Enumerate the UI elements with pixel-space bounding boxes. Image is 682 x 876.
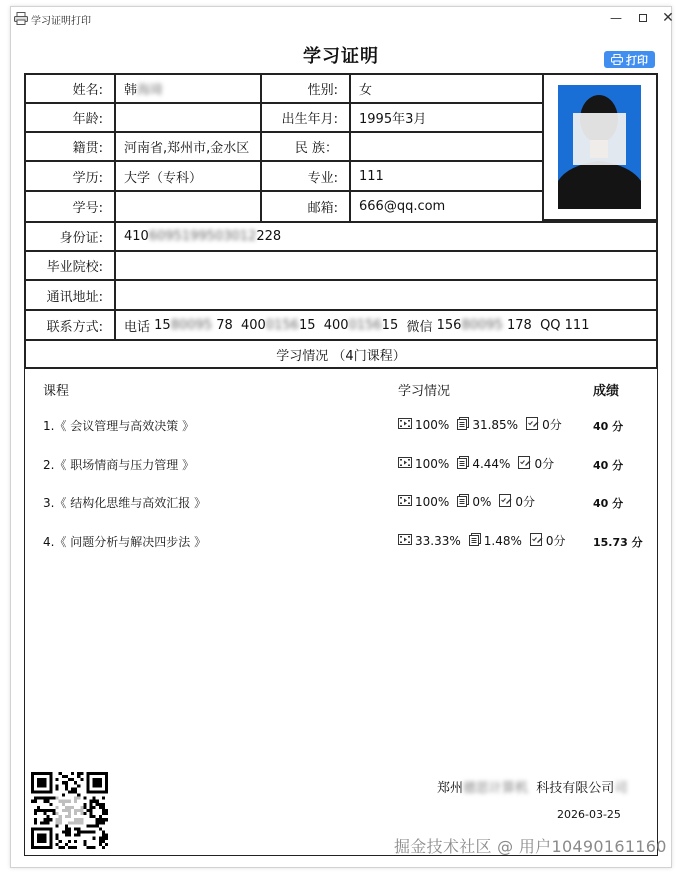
video-icon xyxy=(398,534,412,548)
id-card-redacted: 6095199503012 xyxy=(148,229,257,244)
maximize-icon xyxy=(639,14,647,22)
exam-icon xyxy=(518,456,531,472)
age-label: 年龄: xyxy=(24,102,116,133)
address-label: 通讯地址: xyxy=(24,279,116,311)
document-icon xyxy=(457,417,469,433)
exam-icon xyxy=(526,417,539,433)
wechat-redacted: 80095 xyxy=(461,317,503,333)
birth-value: 1995年3月 xyxy=(349,102,544,133)
qq-value: QQ 111 xyxy=(540,317,590,333)
score-column-header: 成绩 xyxy=(593,384,620,399)
gender-value: 女 xyxy=(349,73,544,104)
phone-1-start: 15 xyxy=(154,317,171,333)
name-visible: 韩 xyxy=(124,83,138,98)
company-name xyxy=(437,777,627,796)
wechat-label: 微信 xyxy=(406,319,433,335)
exam-score: 0分 xyxy=(534,457,555,471)
school-label: 毕业院校: xyxy=(24,250,116,281)
progress-column-header: 学习情况 xyxy=(398,384,451,399)
course-progress xyxy=(398,416,562,433)
document-icon xyxy=(457,456,469,472)
qr-code xyxy=(31,772,108,849)
id-card-end: 228 xyxy=(256,229,282,244)
name-redacted: 海琦 xyxy=(137,83,164,98)
company-tail-redacted: 司 xyxy=(614,781,628,796)
id-card-label: 身份证: xyxy=(24,221,116,252)
course-score: 40 分 xyxy=(593,497,624,510)
document-icon xyxy=(457,494,469,510)
major-value: 111 xyxy=(349,160,544,192)
ethnicity-value xyxy=(349,131,544,162)
exam-icon xyxy=(499,494,512,510)
education-label: 学历: xyxy=(24,160,116,192)
phone-2-end: 15 xyxy=(298,317,316,333)
title-bar xyxy=(11,7,674,31)
document-title: 学习证明 xyxy=(303,46,379,67)
document-progress: 1.48% xyxy=(483,533,522,548)
study-section-title: 学习情况 （4门课程） xyxy=(24,339,658,369)
name-value xyxy=(114,73,262,104)
video-progress: 100% xyxy=(415,456,450,471)
id-card-start: 410 xyxy=(124,229,149,244)
video-progress: 100% xyxy=(415,494,450,509)
phone-1-redacted: 80095 xyxy=(170,317,213,333)
document-progress: 31.85% xyxy=(472,417,519,432)
company-redacted: 德思计算机 xyxy=(463,781,529,796)
course-name: 1.《 会议管理与高效决策 》 xyxy=(43,419,195,433)
wechat-end: 178 xyxy=(506,317,532,333)
course-column-header: 课程 xyxy=(43,384,70,399)
age-value xyxy=(114,102,262,133)
company-start: 郑州 xyxy=(437,781,464,796)
phone-1-end: 78 xyxy=(216,317,233,333)
exam-score: 0分 xyxy=(542,418,562,432)
course-name: 4.《 问题分析与解决四步法 》 xyxy=(43,535,207,549)
course-name: 2.《 职场情商与压力管理 》 xyxy=(43,458,195,472)
video-progress: 100% xyxy=(415,417,450,432)
course-progress xyxy=(398,532,566,549)
course-score: 15.73 分 xyxy=(593,536,643,549)
issue-date: 2026-03-25 xyxy=(557,808,621,821)
course-name: 3.《 结构化思维与高效汇报 》 xyxy=(43,496,207,510)
phone-3-start: 400 xyxy=(323,317,349,333)
course-score: 40 分 xyxy=(593,420,624,433)
maximize-button[interactable] xyxy=(630,9,656,27)
document-icon xyxy=(469,533,481,549)
portrait-image xyxy=(558,85,641,209)
address-value xyxy=(114,279,658,311)
exam-score: 0分 xyxy=(515,495,535,509)
student-id-value xyxy=(114,190,262,223)
wechat-start: 156 xyxy=(436,317,462,333)
print-button[interactable] xyxy=(604,51,655,68)
exam-score: 0分 xyxy=(545,534,566,548)
watermark: 掘金技术社区 @ 用户10490161160 xyxy=(394,837,667,856)
course-score: 40 分 xyxy=(593,459,624,472)
gender-label: 性别: xyxy=(260,73,351,104)
minimize-button[interactable]: — xyxy=(610,11,622,25)
student-id-label: 学号: xyxy=(24,190,116,223)
document-progress: 0% xyxy=(472,494,492,509)
email-value: 666@qq.com xyxy=(349,190,544,223)
major-label: 专业: xyxy=(260,160,351,192)
email-label: 邮箱: xyxy=(260,190,351,223)
print-button-label: 打印 xyxy=(626,53,648,67)
printer-icon xyxy=(14,12,28,25)
phone-2-redacted: 0156 xyxy=(265,317,299,333)
close-button[interactable]: ✕ xyxy=(662,10,674,26)
video-icon xyxy=(398,418,412,432)
education-value: 大学（专科） xyxy=(114,160,262,192)
video-icon xyxy=(398,457,412,471)
id-card-value xyxy=(114,221,658,252)
document-progress: 4.44% xyxy=(472,456,511,471)
phone-3-end: 15 xyxy=(381,317,399,333)
phone-3-redacted: 0156 xyxy=(348,317,382,333)
video-icon xyxy=(398,495,412,509)
course-progress xyxy=(398,493,535,510)
course-progress xyxy=(398,455,554,472)
id-photo xyxy=(558,85,641,209)
origin-value: 河南省,郑州市,金水区 xyxy=(114,131,262,162)
birth-label: 出生年月: xyxy=(260,102,351,133)
ethnicity-label: 民 族： xyxy=(260,131,351,162)
exam-icon xyxy=(530,533,543,549)
printer-icon xyxy=(611,54,623,65)
school-value xyxy=(114,250,658,281)
phone-2-start: 400 xyxy=(241,317,266,333)
contact-value xyxy=(114,309,658,341)
window-title: 学习证明打印 xyxy=(31,16,91,27)
name-label: 姓名: xyxy=(24,73,116,104)
company-end: 科技有限公司 xyxy=(536,781,615,796)
phone-label: 电话 xyxy=(124,319,151,335)
origin-label: 籍贯: xyxy=(24,131,116,162)
qr-code-image xyxy=(31,772,108,849)
video-progress: 33.33% xyxy=(415,533,461,548)
contact-label: 联系方式: xyxy=(24,309,116,341)
